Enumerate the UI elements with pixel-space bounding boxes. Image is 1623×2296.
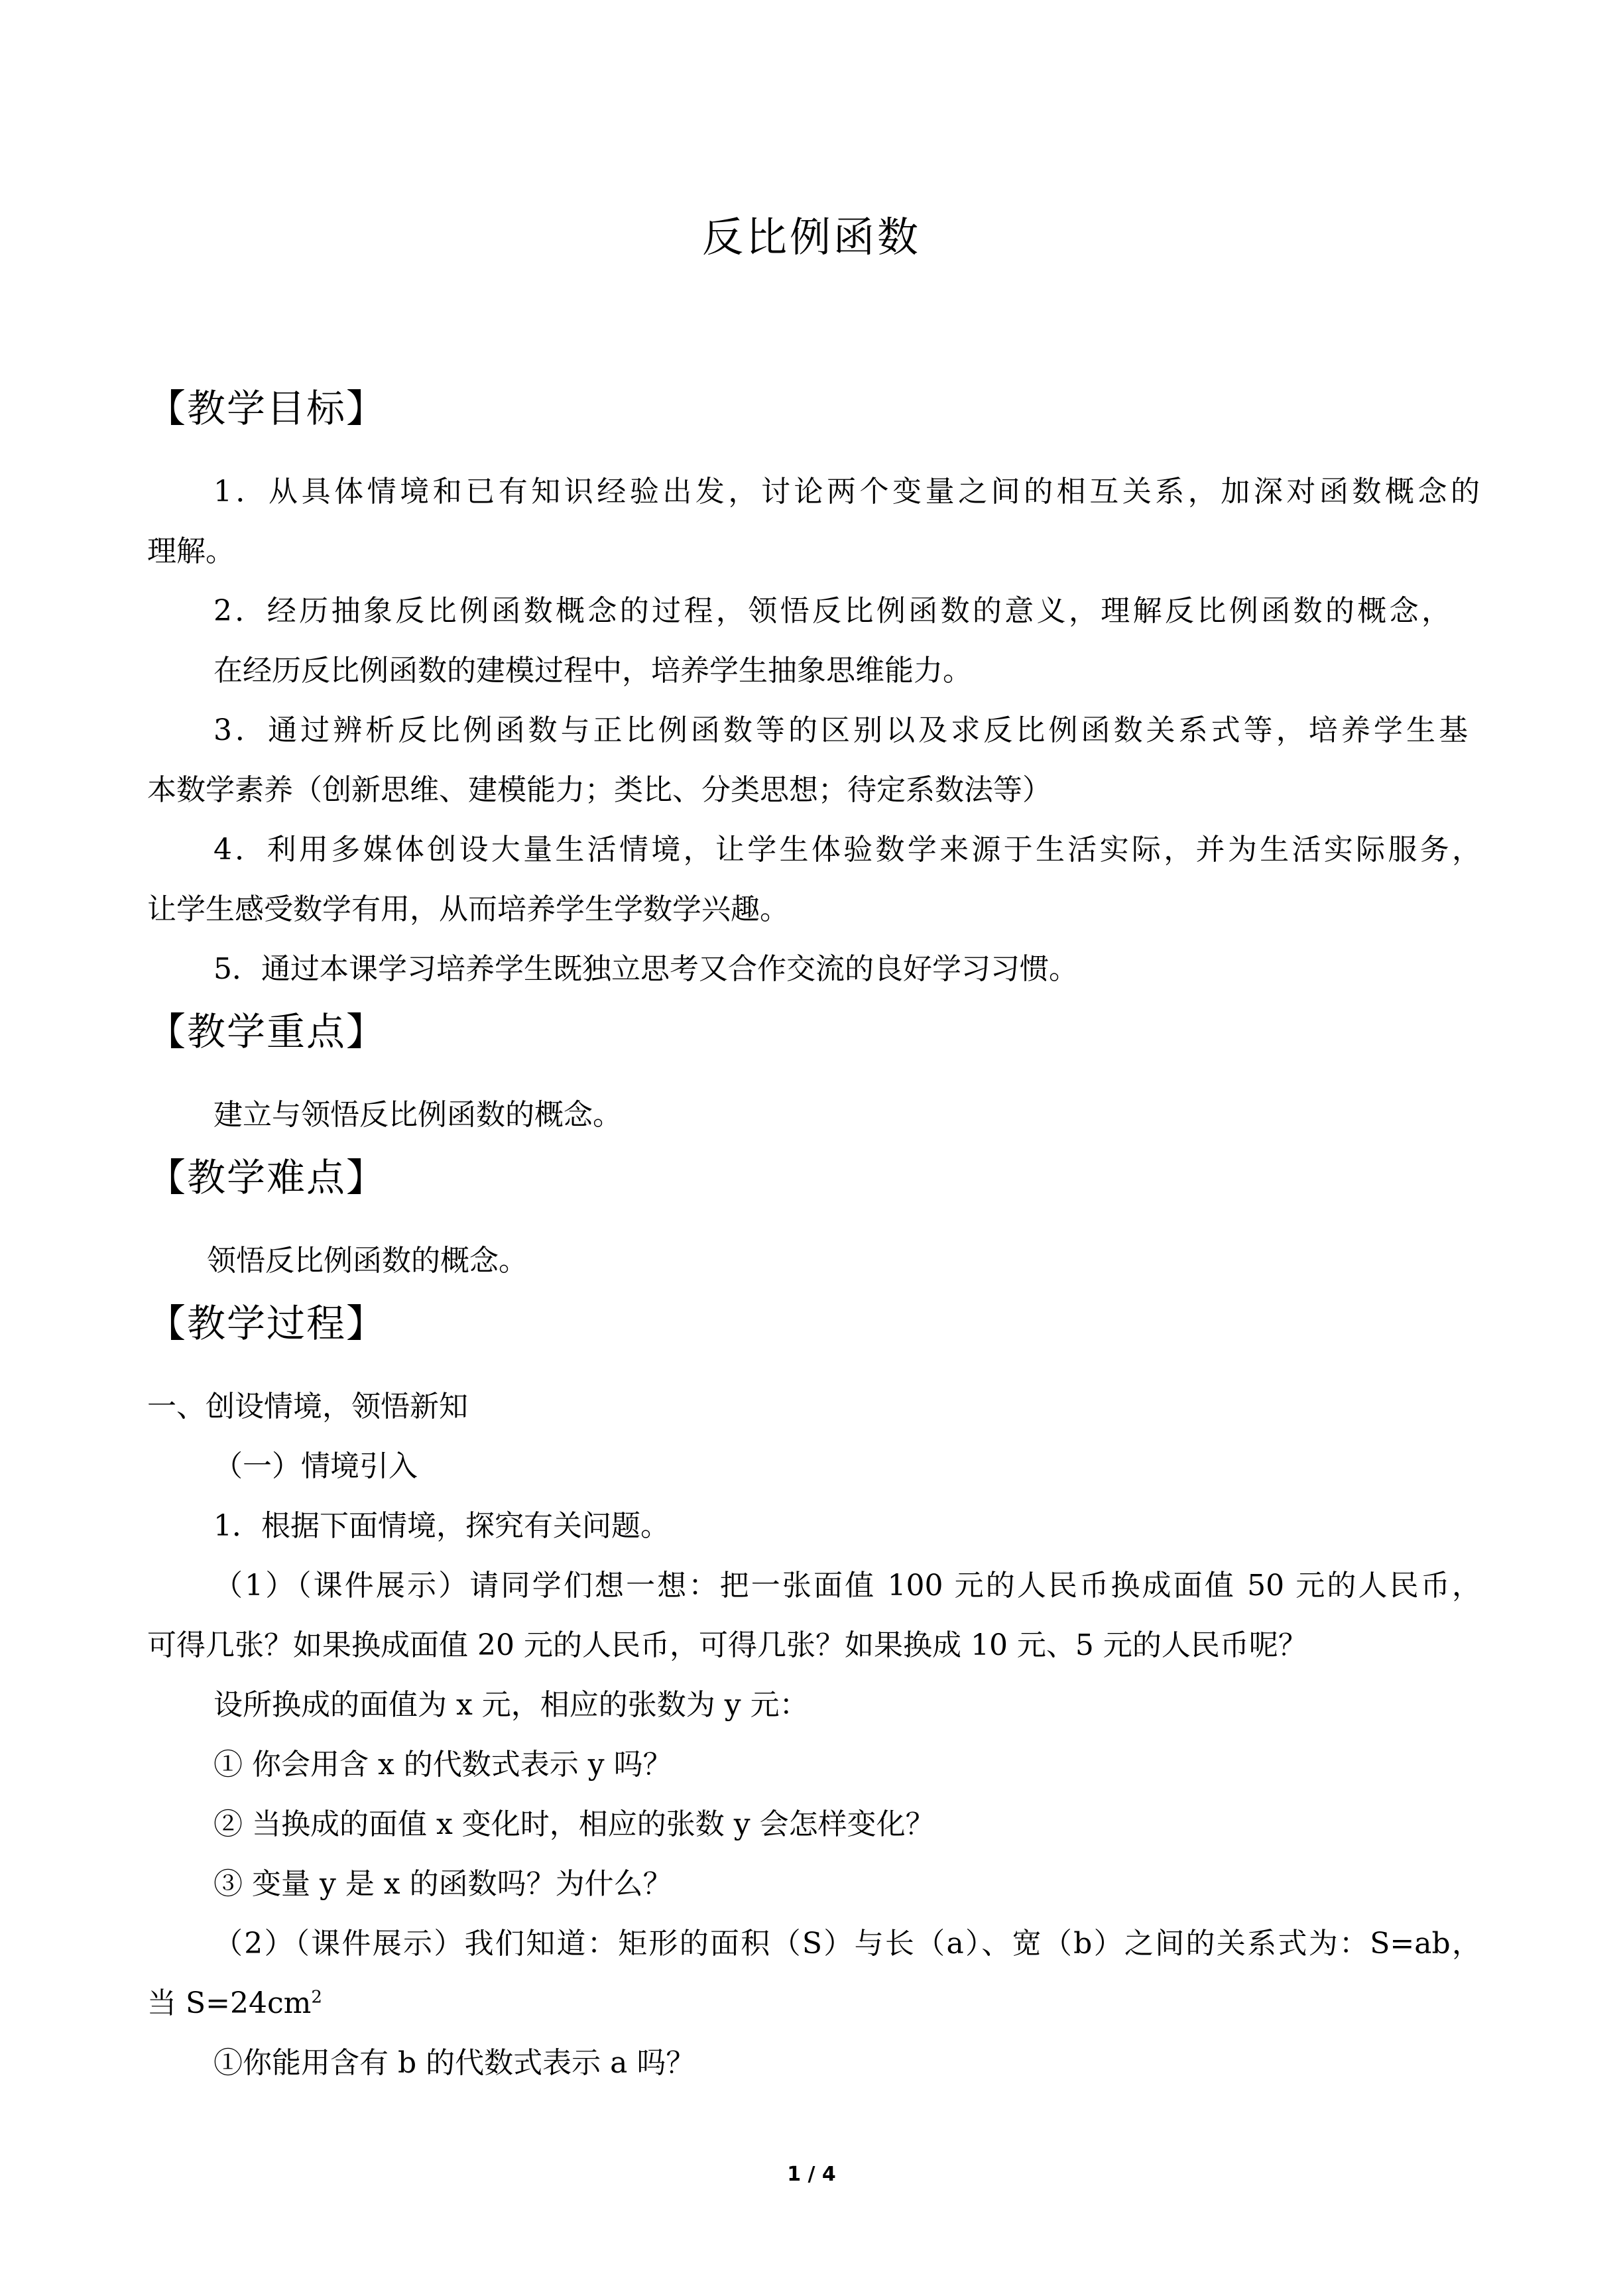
process-part-1: 一、创设情境，领悟新知	[147, 1390, 468, 1423]
superscript-2: 2	[311, 1987, 322, 2008]
objective-3-line-1: 3．通过辨析反比例函数与正比例函数等的区别以及求反比例函数关系式等，培养学生基	[213, 713, 1468, 747]
objective-4-line-2: 让学生感受数学有用，从而培养学生学数学兴趣。	[147, 892, 789, 926]
question-2-sub-a: ①你能用含有 b 的代数式表示 a 吗？	[213, 2046, 695, 2080]
question-2-area-text: 当 S=24cm	[147, 1986, 312, 2020]
question-1-setup: 设所换成的面值为 x 元，相应的张数为 y 元：	[213, 1688, 809, 1722]
objective-2-line-2: 在经历反比例函数的建模过程中，培养学生抽象思维能力。	[213, 654, 972, 688]
question-1-sub-b: ② 当换成的面值 x 变化时，相应的张数 y 会怎样变化？	[213, 1807, 935, 1841]
key-points-text: 建立与领悟反比例函数的概念。	[213, 1098, 622, 1132]
section-heading-difficulties: 【教学难点】	[147, 1155, 387, 1200]
process-item-1: 1．根据下面情境，探究有关问题。	[213, 1509, 670, 1543]
page-number: 1 / 4	[787, 2163, 836, 2186]
objective-2-line-1: 2．经历抽象反比例函数概念的过程，领悟反比例函数的意义，理解反比例函数的概念，	[213, 594, 1451, 628]
question-1-line-2: 可得几张？如果换成面值 20 元的人民币，可得几张？如果换成 10 元、5 元的人民币呢？	[147, 1628, 1307, 1662]
question-1-sub-a: ① 你会用含 x 的代数式表示 y 吗？	[213, 1748, 672, 1782]
question-2-line-2	[147, 1984, 322, 2024]
objective-1-line-2: 理解。	[147, 534, 235, 568]
section-heading-objectives: 【教学目标】	[147, 386, 387, 431]
section-heading-process: 【教学过程】	[147, 1301, 387, 1346]
question-1-sub-c: ③ 变量 y 是 x 的函数吗？为什么？	[213, 1867, 672, 1901]
process-subsection-1: （一）情境引入	[213, 1449, 418, 1483]
objective-1-line-1: 1．从具体情境和已有知识经验出发，讨论两个变量之间的相互关系，加深对函数概念的	[213, 475, 1480, 509]
objective-3-line-2: 本数学素养（创新思维、建模能力；类比、分类思想；待定系数法等）	[147, 773, 1052, 807]
difficulties-text: 领悟反比例函数的概念。	[207, 1244, 528, 1278]
question-1-line-1: （1）（课件展示）请同学们想一想：把一张面值 100 元的人民币换成面值 50 元的人民币，	[213, 1569, 1481, 1602]
objective-5: 5．通过本课学习培养学生既独立思考又合作交流的良好学习习惯。	[213, 952, 1078, 986]
document-title: 反比例函数	[701, 213, 921, 261]
objective-4-line-1: 4．利用多媒体创设大量生活情境，让学生体验数学来源于生活实际，并为生活实际服务，	[213, 833, 1481, 867]
question-2-line-1: （2）（课件展示）我们知道：矩形的面积（S）与长（a）、宽（b）之间的关系式为：S=ab，	[213, 1927, 1481, 1961]
section-heading-key-points: 【教学重点】	[147, 1009, 387, 1054]
